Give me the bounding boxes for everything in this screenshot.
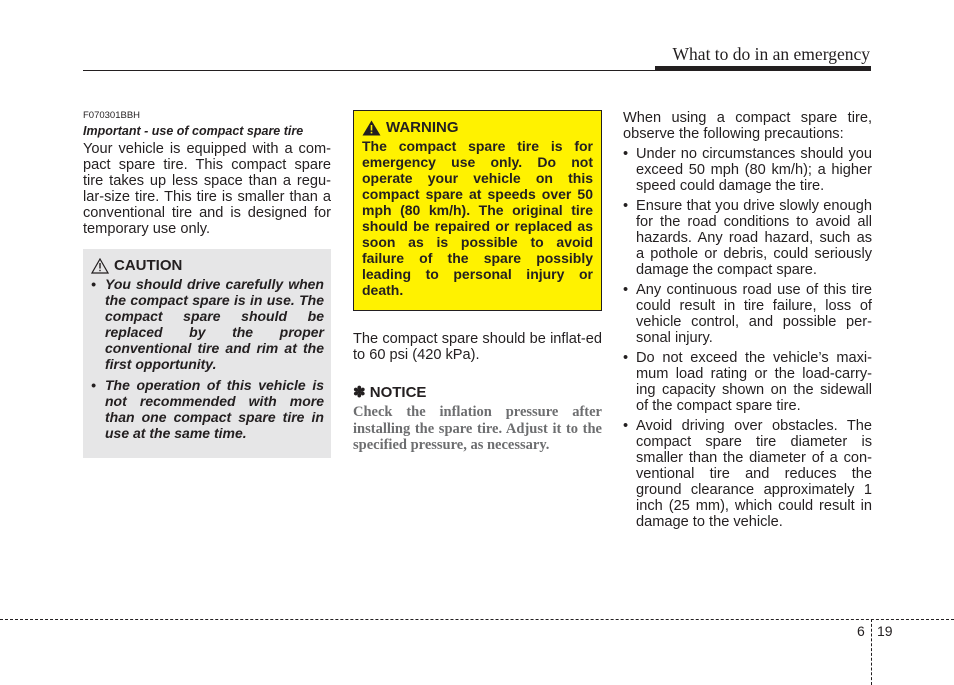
precaution-item (623, 146, 872, 194)
precaution-text: Avoid driving over obstacles. The compact spare tire diameter is smaller than the diameter of a con-ventional tire and reduces the ground clearance approximately 1 inch (25 mm), which could result in damage to the vehicle. (636, 418, 872, 530)
bullet: • (91, 377, 96, 393)
caution-list (91, 276, 324, 441)
precaution-text: Any continuous road use of this tire could result in tire failure, loss of vehicle control, and possible per-sonal injury. (636, 282, 872, 346)
precautions-intro: When using a compact spare tire, observe the following precautions: (623, 110, 872, 142)
precaution-text: Ensure that you drive slowly enough for the road conditions to avoid all hazards. Any road hazard, such as a pothole or debris, could seriously damage the compact spare. (636, 198, 872, 278)
section-subheading: Important - use of compact spare tire (83, 124, 304, 138)
bullet: • (623, 282, 629, 298)
intro-paragraph: Your vehicle is equipped with a com-pact spare tire. This compact spare tire takes up less space than a regu-lar-size tire. This tire is smaller than a conventional tire and is designed for temporary use only. (83, 141, 331, 237)
precaution-item (623, 418, 872, 530)
bullet: • (623, 418, 629, 434)
page-number: 19 (877, 623, 893, 639)
bullet: • (91, 276, 96, 292)
caution-item-text: The operation of this vehicle is not recommended with more than one compact spare tire in use at the same time. (105, 377, 324, 441)
middle-column (353, 110, 602, 454)
warning-title: WARNING (386, 119, 459, 136)
caution-title: CAUTION (114, 257, 183, 274)
bullet: • (623, 146, 629, 162)
page-header-title: What to do in an emergency (672, 44, 870, 64)
bullet: • (623, 198, 629, 214)
caution-item (91, 276, 324, 372)
warning-text: The compact spare tire is for emergency use only. Do not operate your vehicle on this compact spare at speeds over 50 mph (80 km/h). The original tire should be repaired or replaced as soon as is possible to avoid failure of the spare possibly leading to personal injury or death. (362, 138, 593, 298)
precaution-item (623, 282, 872, 346)
precaution-item (623, 198, 872, 278)
caution-item-text: You should drive carefully when the compact spare is in use. The compact spare should be replaced by the proper conventional tire and rim at the first opportunity. (105, 276, 324, 372)
header-rule (83, 70, 871, 71)
caution-item (91, 377, 324, 441)
notice-text: Check the inflation pressure after installing the spare tire. Adjust it to the specified pressure, as necessary. (353, 404, 602, 453)
section-code: F070301BBH (83, 110, 141, 121)
chapter-number: 6 (857, 623, 865, 639)
bullet: • (623, 350, 629, 366)
precaution-text: Under no circumstances should you exceed 50 mph (80 km/h); a higher speed could damage the tire. (636, 146, 872, 194)
notice-title: ✽ NOTICE (353, 384, 427, 401)
precaution-text: Do not exceed the vehicle’s maxi-mum load rating or the load-carry-ing capacity shown on the sidewall of the compact spare tire. (636, 350, 872, 414)
left-column (83, 110, 331, 458)
footer-dashed-rule (0, 619, 954, 620)
warning-triangle-icon (362, 120, 381, 136)
inflation-paragraph: The compact spare should be inflat-ed to 60 psi (420 kPa). (353, 331, 602, 363)
footer-divider (871, 619, 872, 685)
right-column (623, 110, 872, 534)
warning-heading (362, 119, 593, 136)
caution-heading (91, 257, 324, 274)
precaution-item (623, 350, 872, 414)
caution-triangle-icon (91, 258, 109, 274)
warning-box (353, 110, 602, 311)
precautions-list (623, 146, 872, 530)
caution-box (83, 249, 331, 458)
